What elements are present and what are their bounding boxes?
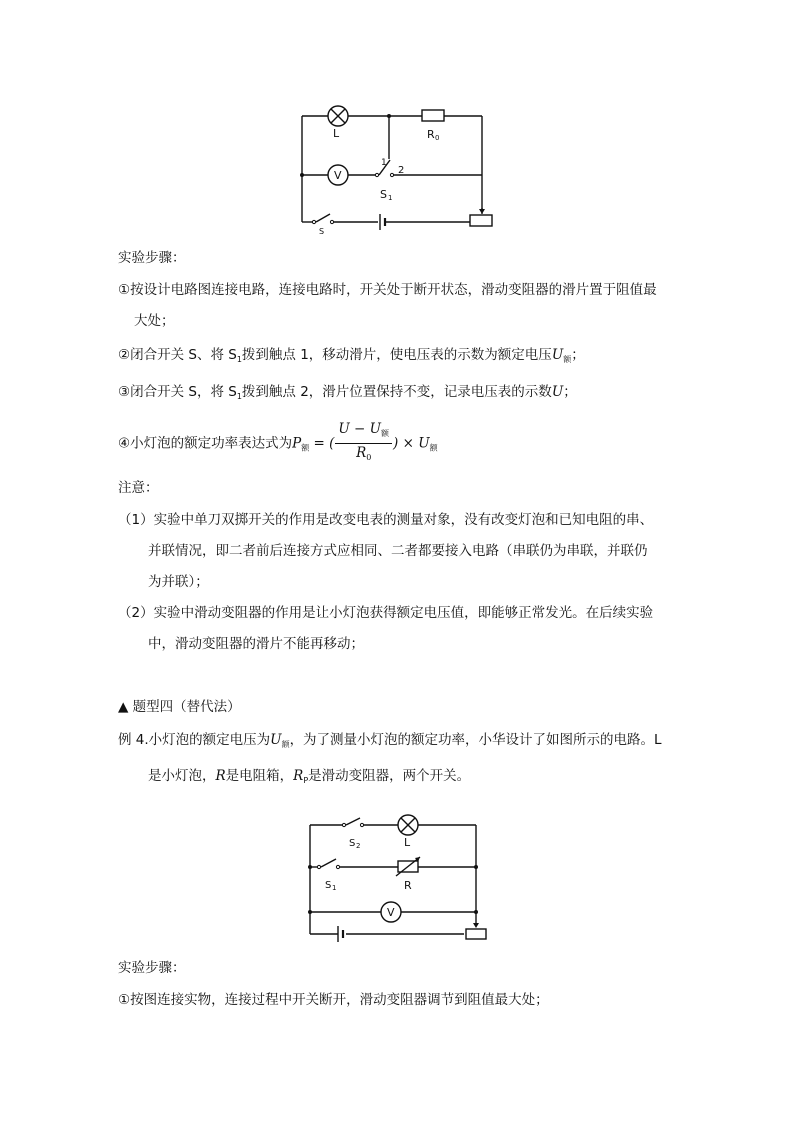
circuit-diagram-2	[0, 810, 794, 960]
voltmeter-label: V	[387, 906, 395, 919]
lamp-label: L	[333, 127, 340, 140]
resistor-symbol	[422, 110, 444, 121]
example-line1: 例 4.小灯泡的额定电压为$U_额$，为了测量小灯泡的额定功率，小华设计了如图所示的电路。L	[118, 732, 662, 749]
lamp-label: L	[404, 836, 411, 849]
switch-s2-label: S	[349, 838, 356, 849]
steps-title-1: 实验步骤：	[118, 250, 186, 266]
contact1-label: 1	[381, 158, 387, 168]
switch-s1-label: S	[325, 880, 332, 891]
notes-title: 注意：	[118, 480, 159, 496]
note1-line1: （1）实验中单刀双掷开关的作用是改变电表的测量对象，没有改变灯泡和已知电阻的串、	[118, 512, 654, 528]
steps-title-2: 实验步骤：	[118, 960, 186, 976]
contact2-label: 2	[398, 165, 405, 176]
circuit-diagram-1	[0, 0, 794, 250]
lamp-symbol	[328, 106, 348, 126]
step1-line2: 大处；	[134, 313, 175, 329]
step1-line1: ①按设计电路图连接电路，连接电路时，开关处于断开状态，滑动变阻器的滑片置于阻值最	[118, 282, 657, 298]
section-heading: ▲ 题型四（替代法）	[118, 699, 241, 715]
note2-line2: 中，滑动变阻器的滑片不能再移动；	[148, 636, 364, 652]
step3: ③闭合开关 S，将 $S_1$拨到触点 2，滑片位置保持不变，记录电压表的示数U；	[118, 384, 577, 401]
step1-substitution: ①按图连接实物，连接过程中开关断开，滑动变阻器调节到阻值最大处；	[118, 992, 549, 1008]
switch-s1-label-sub: 1	[388, 194, 393, 202]
lamp-symbol	[398, 815, 418, 835]
resistance-box-label: R	[404, 879, 412, 892]
note1-line3: 为并联）；	[148, 574, 209, 590]
switch-s2-label-sub: 2	[356, 842, 361, 850]
formula-fraction: $\frac{U - U_额}{R_0}$	[335, 420, 392, 467]
note1-line2: 并联情况，即二者前后连接方式应相同、二者都要接入电路（串联仍为串联，并联仍	[148, 543, 648, 559]
example-line2: 是小灯泡，R是电阻箱，$R_P$是滑动变阻器，两个开关。	[148, 768, 471, 785]
step4-formula: ④小灯泡的额定功率表达式为$P_额$ = ( $\frac{U - U_额}{R_0}$ ) × $U_额$	[118, 420, 438, 467]
voltmeter-label: V	[334, 169, 342, 182]
switch-s-label: S	[319, 227, 325, 236]
resistor-label: R	[427, 128, 435, 141]
resistor-label-sub: 0	[435, 134, 440, 142]
switch-s1-label-sub: 1	[332, 884, 337, 892]
step2: ②闭合开关 S、将 $S_1$拨到触点 1，移动滑片，使电压表的示数为额定电压$U_额$；	[118, 347, 585, 364]
note2-line1: （2）实验中滑动变阻器的作用是让小灯泡获得额定电压值，即能够正常发光。在后续实验	[118, 605, 654, 621]
switch-s1-label: S	[380, 188, 387, 201]
